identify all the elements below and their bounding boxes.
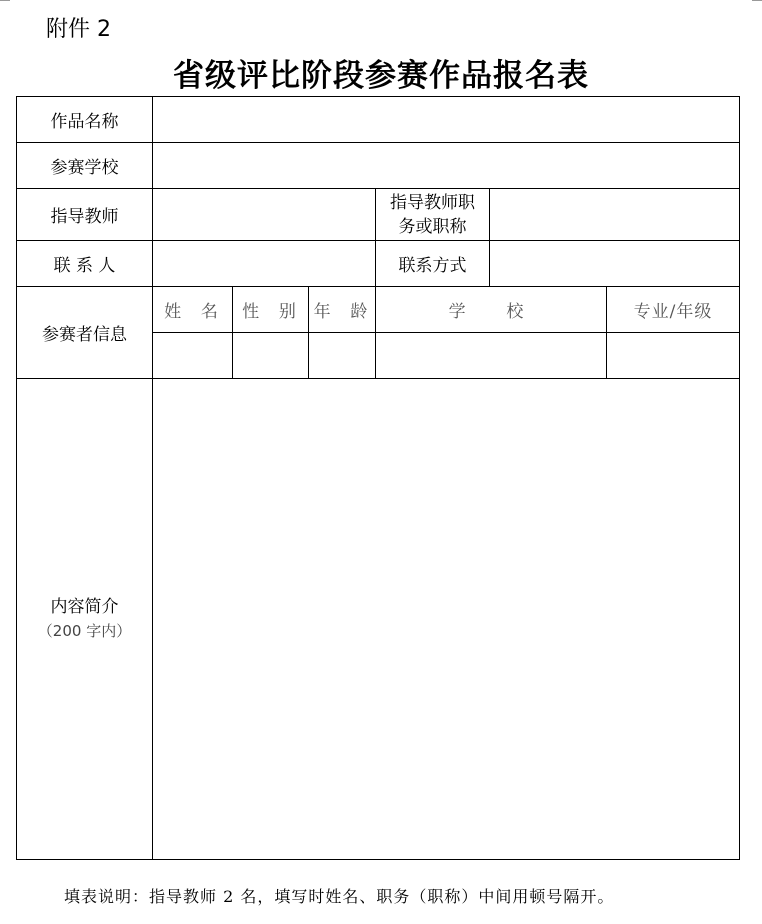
school-field[interactable] (153, 143, 740, 189)
corner-mark-right (752, 0, 762, 1)
contact-method-field[interactable] (490, 241, 740, 287)
participant-name-field[interactable] (153, 333, 233, 379)
participant-gender-field[interactable] (233, 333, 309, 379)
fill-instructions: 填表说明：指导教师 2 名，填写时姓名、职务（职称）中间用顿号隔开。 (64, 887, 615, 906)
header-major-grade: 专业/年级 (607, 287, 740, 333)
summary-field[interactable] (153, 379, 740, 860)
participant-major-field[interactable] (607, 333, 740, 379)
work-name-label: 作品名称 (17, 97, 153, 143)
teacher-label: 指导教师 (17, 189, 153, 241)
row-school (17, 143, 740, 189)
header-school: 学 校 (376, 287, 607, 333)
form-title: 省级评比阶段参赛作品报名表 (173, 58, 589, 94)
contact-field[interactable] (153, 241, 376, 287)
teacher-title-field[interactable] (490, 189, 740, 241)
registration-form-table (16, 96, 740, 860)
teacher-title-line1: 指导教师职 (390, 192, 475, 213)
header-age: 年 龄 (309, 287, 376, 333)
teacher-field[interactable] (153, 189, 376, 241)
attachment-label: 附件 2 (46, 17, 111, 42)
row-work-name (17, 97, 740, 143)
corner-mark-left (0, 0, 10, 1)
summary-note: （200 字内） (37, 622, 132, 640)
work-name-field[interactable] (153, 97, 740, 143)
participant-school-field[interactable] (376, 333, 607, 379)
header-gender: 性 别 (233, 287, 309, 333)
contact-label: 联 系 人 (17, 241, 153, 287)
teacher-title-line2: 务或职称 (398, 216, 467, 237)
school-label: 参赛学校 (17, 143, 153, 189)
row-contact (17, 241, 740, 287)
header-name: 姓 名 (153, 287, 233, 333)
summary-label-cell (17, 379, 153, 860)
participant-age-field[interactable] (309, 333, 376, 379)
summary-label: 内容简介 (50, 597, 119, 617)
row-summary (17, 379, 740, 860)
teacher-title-label (376, 189, 490, 241)
contact-method-label: 联系方式 (376, 241, 490, 287)
row-teacher (17, 189, 740, 241)
participant-info-label: 参赛者信息 (17, 287, 153, 379)
row-participant-headers (17, 287, 740, 333)
